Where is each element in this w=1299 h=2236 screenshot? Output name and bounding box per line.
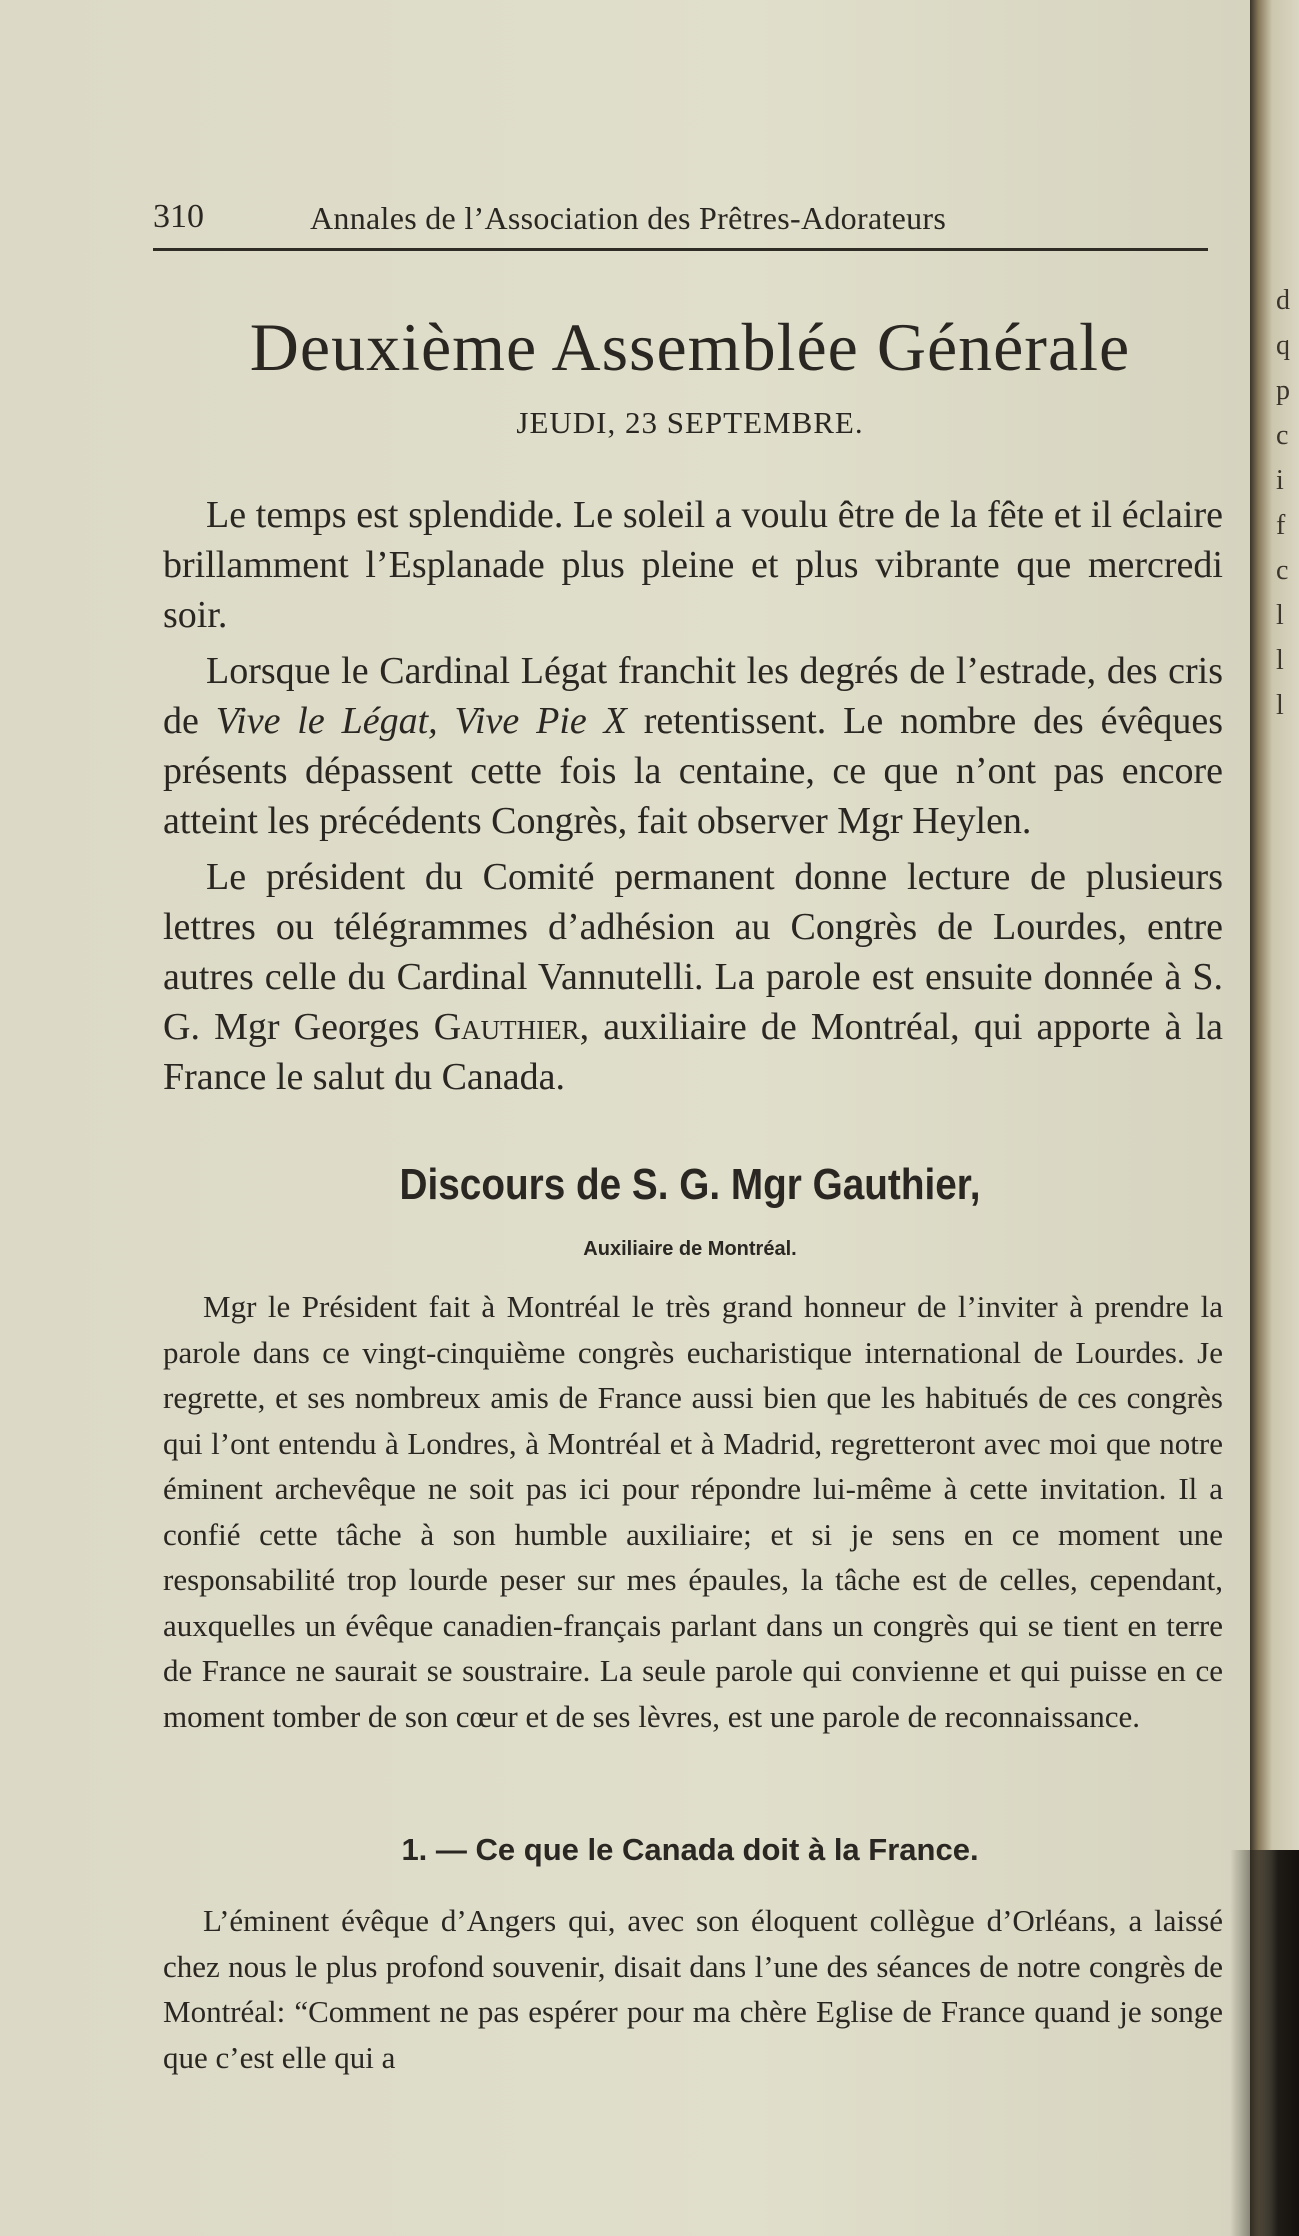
- intro-p3-part-a: Le président du Comité permanent donne lecture de plusieurs lettres ou télégrammes d’adhésion au Congrès de Lourdes, entre autres celle du Cardinal Vannutelli. La parole est ensuite donnée à S. G. Mgr Georges: [163, 856, 1223, 1048]
- intro-p2-italic: Vive le Légat, Vive Pie X: [215, 700, 627, 742]
- speech-title: Discours de S. G. Mgr Gauthier,: [399, 1160, 981, 1209]
- fragment-letter: i: [1276, 465, 1284, 496]
- running-head: [153, 198, 1208, 251]
- speech-text-continued: [163, 1898, 1223, 2080]
- intro-p3-part-b: , auxiliaire de Montréal, qui apporte à la France le salut du Canada.: [163, 1006, 1223, 1098]
- fragment-letter: l: [1276, 600, 1284, 631]
- fragment-letter: l: [1276, 690, 1284, 721]
- fragment-letter: d: [1276, 285, 1290, 316]
- running-head-title: Annales de l’Association des Prêtres-Adorateurs: [310, 200, 947, 236]
- page-number: 310: [153, 198, 204, 235]
- fragment-letter: c: [1276, 555, 1289, 586]
- intro-p2-part-a: Lorsque le Cardinal Légat franchit les degrés de l’estrade, des cris de: [163, 650, 1223, 742]
- binding-shadow: [1230, 1850, 1299, 2236]
- section-title: Deuxième Assemblée Générale: [249, 309, 1131, 385]
- intro-paragraph-3: [163, 852, 1223, 1102]
- intro-paragraph-1: Le temps est splendide. Le soleil a voulu être de la fête et il éclaire brillamment l’Esplanade plus pleine et plus vibrante que mercredi soir.: [163, 494, 1223, 636]
- speech-paragraph-1: Mgr le Président fait à Montréal le très grand honneur de l’inviter à prendre la parole dans ce vingt-cinquième congrès eucharistique international de Lourdes. Je regrette, et ses nombreux amis de France aussi bien que les habitués de ces congrès qui l’ont entendu à Londres, à Montréal et à Madrid, regretteront avec moi que notre éminent archevêque ne soit pas ici pour répondre lui-même à cette invitation. Il a confié cette tâche à son humble auxiliaire; et si je sens en ce moment une responsabilité trop lourde peser sur mes épaules, la tâche est de celles, cependant, auxquelles un évêque canadien-français parlant dans un congrès qui se tient en terre de France ne saurait se soustraire. La seule parole qui convienne et qui puisse en ce moment tomber de son cœur et de ses lèvres, est une parole de reconnaissance.: [163, 1289, 1223, 1734]
- speech-section-heading: 1. — Ce que le Canada doit à la France.: [401, 1832, 979, 1867]
- fragment-letter: q: [1276, 330, 1290, 361]
- intro-p2-part-b: retentissent. Le nombre des évêques présents dépassent cette fois la centaine, ce que n’ont pas encore atteint les précédents Congrès, fait observer Mgr Heylen.: [163, 700, 1223, 842]
- speech-subtitle: Auxiliaire de Montréal.: [583, 1238, 797, 1260]
- fragment-letter: l: [1276, 645, 1284, 676]
- intro-paragraph-2: [163, 646, 1223, 846]
- intro-text: [163, 490, 1223, 1108]
- fragment-letter: c: [1276, 420, 1289, 451]
- facing-page-fragment: [1276, 278, 1299, 728]
- speech-paragraph-2: L’éminent évêque d’Angers qui, avec son éloquent collègue d’Orléans, a laissé chez nous le plus profond souvenir, disait dans l’une des séances de notre congrès de Montréal: “Comment ne pas espérer pour ma chère Eglise de France quand je songe que c’est elle qui a: [163, 1903, 1223, 2075]
- section-date: JEUDI, 23 SEPTEMBRE.: [516, 405, 864, 440]
- fragment-letter: f: [1276, 510, 1286, 541]
- fragment-letter: p: [1276, 375, 1290, 406]
- speech-text: [163, 1284, 1223, 1739]
- intro-p3-smallcaps: Gauthier: [433, 1006, 580, 1048]
